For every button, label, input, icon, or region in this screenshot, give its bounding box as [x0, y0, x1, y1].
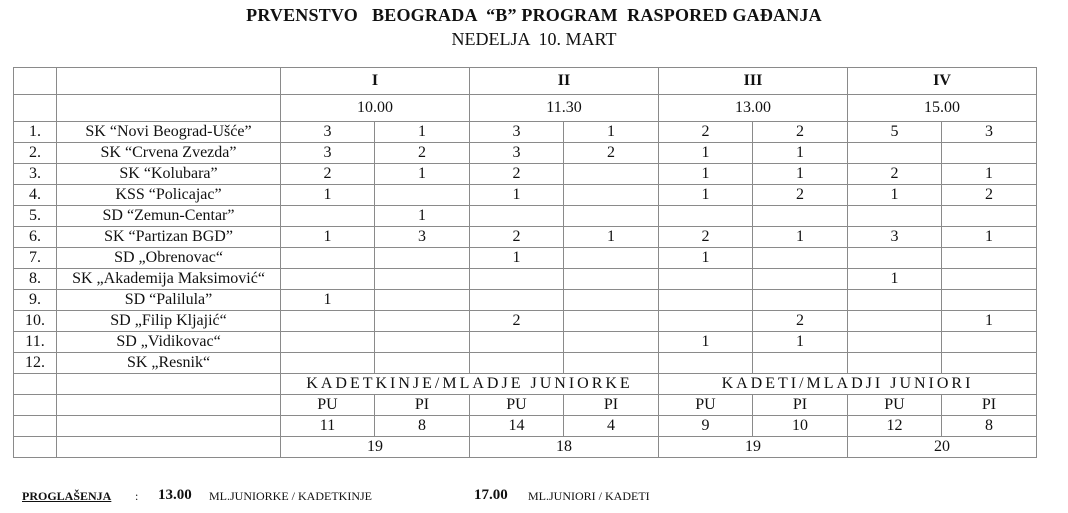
shooter-count-cell: 2	[659, 122, 753, 143]
round-time: 10.00	[281, 95, 470, 122]
weapon-total: 10	[753, 416, 848, 437]
shooter-count-cell	[564, 290, 659, 311]
shooter-count-cell: 2	[375, 143, 470, 164]
awards-time-1: 13.00	[158, 487, 192, 503]
table-row	[14, 227, 1037, 248]
shooter-count-cell: 3	[281, 122, 375, 143]
shooter-count-cell	[281, 332, 375, 353]
empty-cell	[57, 68, 281, 95]
shooter-count-cell	[564, 332, 659, 353]
shooter-count-cell	[942, 353, 1037, 374]
shooter-count-cell: 3	[470, 122, 564, 143]
shooter-count-cell	[848, 311, 942, 332]
rounds-header-row	[14, 68, 1037, 95]
club-number: 9.	[14, 290, 57, 311]
table-row	[14, 185, 1037, 206]
shooter-count-cell	[659, 206, 753, 227]
shooter-count-cell	[564, 248, 659, 269]
weapon-total: 4	[564, 416, 659, 437]
table-row	[14, 353, 1037, 374]
shooter-count-cell	[281, 269, 375, 290]
empty-cell	[14, 68, 57, 95]
club-number: 7.	[14, 248, 57, 269]
shooter-count-cell: 1	[848, 185, 942, 206]
shooter-count-cell	[848, 332, 942, 353]
shooter-count-cell: 5	[848, 122, 942, 143]
shooter-count-cell	[753, 353, 848, 374]
club-number: 10.	[14, 311, 57, 332]
club-name: SD „Vidikovac“	[57, 332, 281, 353]
round-time: 13.00	[659, 95, 848, 122]
shooter-count-cell	[281, 311, 375, 332]
round-totals-row	[14, 437, 1037, 458]
category-row	[14, 374, 1037, 395]
table-row	[14, 311, 1037, 332]
shooter-count-cell: 2	[942, 185, 1037, 206]
shooter-count-cell: 2	[659, 227, 753, 248]
club-number: 1.	[14, 122, 57, 143]
club-number: 5.	[14, 206, 57, 227]
shooter-count-cell: 3	[375, 227, 470, 248]
shooter-count-cell	[753, 206, 848, 227]
shooter-count-cell: 1	[942, 164, 1037, 185]
club-number: 12.	[14, 353, 57, 374]
club-name: SK “Novi Beograd-Ušće”	[57, 122, 281, 143]
empty-cell	[57, 95, 281, 122]
shooter-count-cell	[281, 206, 375, 227]
shooter-count-cell	[659, 269, 753, 290]
shooter-count-cell	[659, 290, 753, 311]
empty-cell	[57, 374, 281, 395]
weapon-label: PU	[470, 395, 564, 416]
weapon-total: 8	[942, 416, 1037, 437]
round-total: 20	[848, 437, 1037, 458]
shooter-count-cell	[942, 248, 1037, 269]
table-row	[14, 122, 1037, 143]
shooter-count-cell: 1	[942, 227, 1037, 248]
club-number: 3.	[14, 164, 57, 185]
shooter-count-cell	[375, 290, 470, 311]
shooter-count-cell	[375, 311, 470, 332]
round-total: 18	[470, 437, 659, 458]
weapon-row	[14, 395, 1037, 416]
shooter-count-cell	[375, 332, 470, 353]
empty-cell	[14, 416, 57, 437]
shooter-count-cell: 1	[564, 122, 659, 143]
table-row	[14, 248, 1037, 269]
shooter-count-cell: 1	[753, 164, 848, 185]
shooter-count-cell: 2	[470, 311, 564, 332]
club-name: SD „Obrenovac“	[57, 248, 281, 269]
shooter-count-cell	[564, 269, 659, 290]
awards-time-2: 17.00	[474, 487, 508, 503]
shooter-count-cell	[753, 290, 848, 311]
page-subtitle: NEDELJA 10. MART	[451, 29, 617, 49]
empty-cell	[14, 374, 57, 395]
table-row	[14, 332, 1037, 353]
category-right: KADETI/MLADJI JUNIORI	[659, 374, 1037, 395]
shooter-count-cell	[659, 353, 753, 374]
shooter-count-cell: 1	[942, 311, 1037, 332]
schedule-table	[13, 67, 1037, 458]
totals-row	[14, 416, 1037, 437]
shooter-count-cell: 1	[281, 290, 375, 311]
club-number: 11.	[14, 332, 57, 353]
shooter-count-cell: 2	[470, 227, 564, 248]
weapon-total: 9	[659, 416, 753, 437]
shooter-count-cell	[753, 248, 848, 269]
shooter-count-cell: 1	[753, 227, 848, 248]
shooter-count-cell: 1	[281, 227, 375, 248]
awards-colon: :	[135, 489, 139, 503]
shooter-count-cell	[848, 290, 942, 311]
shooter-count-cell	[375, 248, 470, 269]
shooter-count-cell	[470, 206, 564, 227]
club-name: SK “Kolubara”	[57, 164, 281, 185]
shooter-count-cell	[564, 353, 659, 374]
shooter-count-cell	[375, 353, 470, 374]
shooter-count-cell	[942, 143, 1037, 164]
shooter-count-cell: 3	[470, 143, 564, 164]
shooter-count-cell: 3	[942, 122, 1037, 143]
shooter-count-cell	[753, 269, 848, 290]
club-name: SK “Crvena Zvezda”	[57, 143, 281, 164]
shooter-count-cell: 2	[753, 185, 848, 206]
shooter-count-cell: 3	[281, 143, 375, 164]
weapon-label: PI	[564, 395, 659, 416]
table-row	[14, 290, 1037, 311]
shooter-count-cell: 1	[659, 248, 753, 269]
weapon-total: 8	[375, 416, 470, 437]
shooter-count-cell	[470, 269, 564, 290]
empty-cell	[14, 95, 57, 122]
weapon-label: PU	[848, 395, 942, 416]
shooter-count-cell	[375, 269, 470, 290]
weapon-label: PI	[942, 395, 1037, 416]
empty-cell	[57, 395, 281, 416]
round-label: I	[281, 68, 470, 95]
times-header-row	[14, 95, 1037, 122]
round-total: 19	[281, 437, 470, 458]
shooter-count-cell	[848, 143, 942, 164]
shooter-count-cell	[375, 185, 470, 206]
shooter-count-cell	[564, 164, 659, 185]
shooter-count-cell: 1	[375, 206, 470, 227]
round-label: III	[659, 68, 848, 95]
round-time: 15.00	[848, 95, 1037, 122]
weapon-label: PU	[659, 395, 753, 416]
club-number: 6.	[14, 227, 57, 248]
empty-cell	[14, 395, 57, 416]
weapon-total: 12	[848, 416, 942, 437]
weapon-label: PU	[281, 395, 375, 416]
shooter-count-cell	[564, 311, 659, 332]
shooter-count-cell	[659, 311, 753, 332]
shooter-count-cell	[942, 290, 1037, 311]
shooter-count-cell	[470, 290, 564, 311]
empty-cell	[57, 416, 281, 437]
club-number: 8.	[14, 269, 57, 290]
shooter-count-cell	[942, 206, 1037, 227]
shooter-count-cell	[942, 332, 1037, 353]
shooter-count-cell: 1	[659, 185, 753, 206]
category-left: KADETKINJE/MLADJE JUNIORKE	[281, 374, 659, 395]
table-row	[14, 269, 1037, 290]
shooter-count-cell	[848, 206, 942, 227]
weapon-total: 11	[281, 416, 375, 437]
club-name: SD “Zemun-Centar”	[57, 206, 281, 227]
round-time: 11.30	[470, 95, 659, 122]
shooter-count-cell	[848, 353, 942, 374]
weapon-label: PI	[375, 395, 470, 416]
shooter-count-cell: 1	[753, 332, 848, 353]
club-name: KSS “Policajac”	[57, 185, 281, 206]
awards-text-2: ML.JUNIORI / KADETI	[528, 489, 650, 503]
club-number: 4.	[14, 185, 57, 206]
table-row	[14, 164, 1037, 185]
shooter-count-cell	[470, 332, 564, 353]
round-label: IV	[848, 68, 1037, 95]
shooter-count-cell	[470, 353, 564, 374]
shooter-count-cell: 1	[848, 269, 942, 290]
club-name: SD “Palilula”	[57, 290, 281, 311]
club-name: SK „Akademija Maksimović“	[57, 269, 281, 290]
shooter-count-cell: 3	[848, 227, 942, 248]
round-label: II	[470, 68, 659, 95]
club-name: SK “Partizan BGD”	[57, 227, 281, 248]
shooter-count-cell: 1	[470, 185, 564, 206]
club-name: SD „Filip Kljajić“	[57, 311, 281, 332]
shooter-count-cell	[848, 248, 942, 269]
shooter-count-cell	[564, 185, 659, 206]
page-title: PRVENSTVO BEOGRADA “B” PROGRAM RASPORED GAĐANJA	[246, 5, 822, 25]
shooter-count-cell: 2	[753, 122, 848, 143]
shooter-count-cell: 1	[564, 227, 659, 248]
round-total: 19	[659, 437, 848, 458]
empty-cell	[57, 437, 281, 458]
shooter-count-cell: 1	[659, 164, 753, 185]
club-number: 2.	[14, 143, 57, 164]
shooter-count-cell: 1	[470, 248, 564, 269]
shooter-count-cell: 1	[659, 332, 753, 353]
table-row	[14, 143, 1037, 164]
shooter-count-cell: 2	[281, 164, 375, 185]
shooter-count-cell: 2	[470, 164, 564, 185]
shooter-count-cell: 1	[375, 164, 470, 185]
shooter-count-cell	[564, 206, 659, 227]
shooter-count-cell	[281, 248, 375, 269]
awards-footer	[22, 487, 1062, 507]
shooter-count-cell: 1	[659, 143, 753, 164]
shooter-count-cell: 1	[753, 143, 848, 164]
weapon-label: PI	[753, 395, 848, 416]
shooter-count-cell: 1	[281, 185, 375, 206]
shooter-count-cell: 1	[375, 122, 470, 143]
shooter-count-cell: 2	[564, 143, 659, 164]
table-row	[14, 206, 1037, 227]
shooter-count-cell	[942, 269, 1037, 290]
club-name: SK „Resnik“	[57, 353, 281, 374]
awards-label: PROGLAŠENJA	[22, 489, 112, 503]
empty-cell	[14, 437, 57, 458]
awards-text-1: ML.JUNIORKE / KADETKINJE	[209, 489, 372, 503]
weapon-total: 14	[470, 416, 564, 437]
shooter-count-cell: 2	[848, 164, 942, 185]
shooter-count-cell: 2	[753, 311, 848, 332]
shooter-count-cell	[281, 353, 375, 374]
